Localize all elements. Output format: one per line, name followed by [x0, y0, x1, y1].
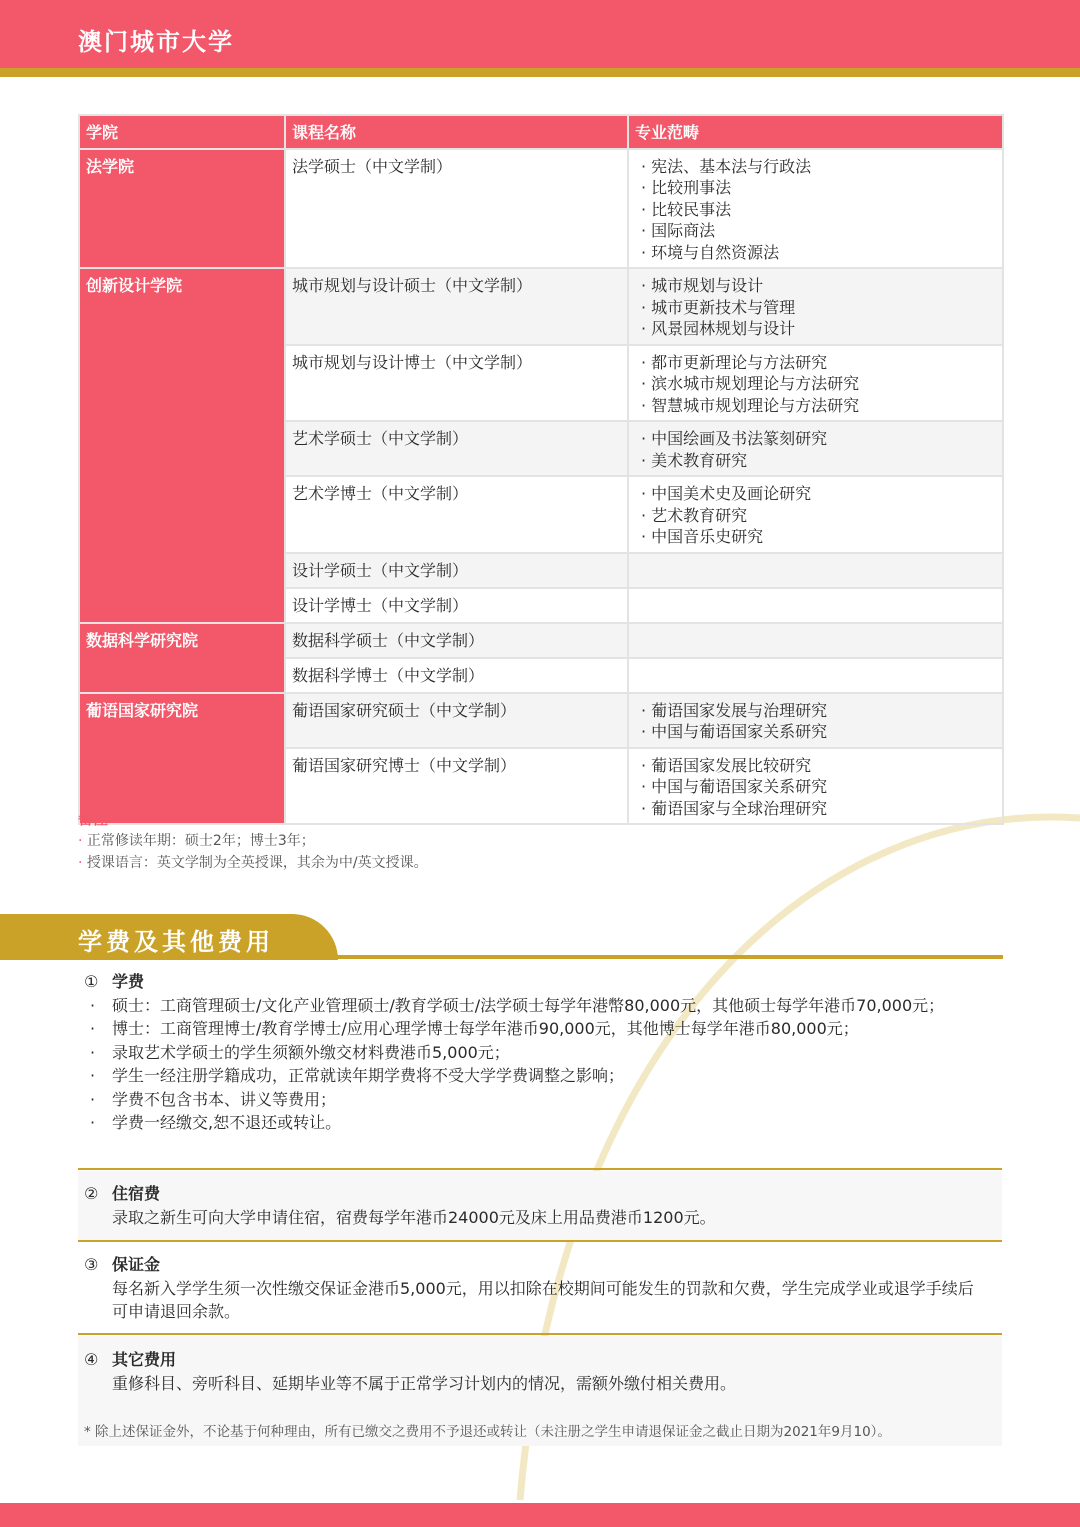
header-major: 专业范畴: [628, 115, 1003, 149]
tuition-title: 学费: [112, 972, 145, 991]
school-cell: 葡语国家研究院: [79, 693, 285, 825]
section-title: 学费及其他费用: [78, 928, 274, 956]
header-gold-stripe: [0, 68, 1080, 77]
school-cell: 创新设计学院: [79, 268, 285, 623]
school-cell: 法学院: [79, 149, 285, 269]
table-row: [79, 693, 1003, 748]
housing-title: 住宿费: [112, 1184, 161, 1203]
major-item: · 美术教育研究: [641, 450, 996, 472]
major-cell: [628, 588, 1003, 623]
course-cell: 法学硕士（中文学制）: [285, 149, 628, 269]
major-item: · 中国绘画及书法篆刻研究: [641, 428, 996, 450]
deposit-text: 每名新入学学生须一次性缴交保证金港币5,000元，用以扣除在校期间可能发生的罚款和欠费，学生完成学业或退学手续后可申请退回余款。: [112, 1278, 974, 1321]
table-row: [79, 268, 1003, 345]
tuition-block: [78, 970, 1002, 1135]
course-cell: 数据科学硕士（中文学制）: [285, 623, 628, 658]
course-cell: 设计学博士（中文学制）: [285, 588, 628, 623]
deposit-block: [78, 1253, 1002, 1324]
divider: [78, 1240, 1002, 1242]
major-item: · 葡语国家发展与治理研究: [641, 700, 996, 722]
major-cell: [628, 149, 1003, 269]
list-item: · 学费一经缴交,恕不退还或转让。: [78, 1111, 1002, 1135]
major-item: · 环境与自然资源法: [641, 242, 996, 264]
school-cell: 数据科学研究院: [79, 623, 285, 693]
major-item: · 葡语国家与全球治理研究: [641, 798, 996, 820]
tuition-list: [78, 994, 1002, 1135]
list-item: · 录取艺术学硕士的学生须额外缴交材料费港币5,000元；: [78, 1041, 1002, 1065]
major-list: [635, 755, 996, 820]
major-item: · 艺术教育研究: [641, 505, 996, 527]
major-list: [635, 483, 996, 548]
major-list: [635, 352, 996, 417]
footer-band: [0, 1503, 1080, 1527]
major-list: [635, 156, 996, 264]
page-title: 澳门城市大学: [78, 28, 234, 56]
deposit-title: 保证金: [112, 1255, 161, 1274]
major-item: · 中国与葡语国家关系研究: [641, 721, 996, 743]
major-item: · 中国音乐史研究: [641, 526, 996, 548]
list-item: · 学费不包含书本、讲义等费用；: [78, 1088, 1002, 1112]
major-cell: [628, 421, 1003, 476]
major-item: · 都市更新理论与方法研究: [641, 352, 996, 374]
divider: [78, 1168, 1002, 1170]
other-block: [78, 1348, 1002, 1395]
note-item: · 正常修读年期：硕士2年；博士3年；: [78, 830, 428, 852]
major-cell: [628, 748, 1003, 825]
housing-text: 录取之新生可向大学申请住宿，宿费每学年港币24000元及床上用品费港币1200元。: [112, 1207, 716, 1227]
deposit-number: ③: [84, 1255, 99, 1274]
header-course: 课程名称: [285, 115, 628, 149]
major-item: · 滨水城市规划理论与方法研究: [641, 373, 996, 395]
note-item: · 授课语言：英文学制为全英授课，其余为中/英文授课。: [78, 852, 428, 874]
footnote: * 除上述保证金外，不论基于何种理由，所有已缴交之费用不予退还或转让（未注册之学生申请退保证金之截止日期为2021年9月10）。: [84, 1424, 891, 1440]
major-item: · 城市更新技术与管理: [641, 297, 996, 319]
tuition-number: ①: [84, 972, 99, 991]
housing-number: ②: [84, 1184, 99, 1203]
course-cell: 设计学硕士（中文学制）: [285, 553, 628, 588]
program-table: [78, 114, 1004, 825]
major-item: · 国际商法: [641, 220, 996, 242]
major-list: [635, 700, 996, 743]
major-item: · 葡语国家发展比较研究: [641, 755, 996, 777]
other-text: 重修科目、旁听科目、延期毕业等不属于正常学习计划内的情况，需额外缴付相关费用。: [112, 1373, 737, 1393]
major-cell: [628, 553, 1003, 588]
major-item: · 中国与葡语国家关系研究: [641, 776, 996, 798]
major-item: · 比较民事法: [641, 199, 996, 221]
major-item: · 智慧城市规划理论与方法研究: [641, 395, 996, 417]
major-item: · 中国美术史及画论研究: [641, 483, 996, 505]
major-cell: [628, 345, 1003, 422]
course-cell: 数据科学博士（中文学制）: [285, 658, 628, 693]
course-cell: 葡语国家研究硕士（中文学制）: [285, 693, 628, 748]
list-item: · 博士：工商管理博士/教育学博士/应用心理学博士每学年港币90,000元，其他博士每学年港币80,000元；: [78, 1017, 1002, 1041]
table-header-row: [79, 115, 1003, 149]
list-item: · 硕士：工商管理硕士/文化产业管理硕士/教育学硕士/法学硕士每学年港幣80,000元，其他硕士每学年港币70,000元；: [78, 994, 1002, 1018]
major-cell: [628, 268, 1003, 345]
notes: [78, 808, 428, 874]
other-number: ④: [84, 1350, 99, 1369]
table-row: [79, 149, 1003, 269]
course-cell: 艺术学博士（中文学制）: [285, 476, 628, 553]
major-list: [635, 275, 996, 340]
major-cell: [628, 693, 1003, 748]
major-list: [635, 428, 996, 471]
other-title: 其它费用: [112, 1350, 177, 1369]
divider: [78, 1333, 1002, 1335]
course-cell: 葡语国家研究博士（中文学制）: [285, 748, 628, 825]
major-item: · 宪法、基本法与行政法: [641, 156, 996, 178]
notes-title: 备注: [78, 810, 109, 828]
major-item: · 比较刑事法: [641, 177, 996, 199]
table-row: [79, 623, 1003, 658]
major-item: · 城市规划与设计: [641, 275, 996, 297]
major-cell: [628, 476, 1003, 553]
course-cell: 城市规划与设计博士（中文学制）: [285, 345, 628, 422]
course-cell: 艺术学硕士（中文学制）: [285, 421, 628, 476]
major-cell: [628, 623, 1003, 658]
list-item: · 学生一经注册学籍成功，正常就读年期学费将不受大学学费调整之影响；: [78, 1064, 1002, 1088]
header-school: 学院: [79, 115, 285, 149]
housing-block: [78, 1182, 1002, 1229]
course-cell: 城市规划与设计硕士（中文学制）: [285, 268, 628, 345]
major-item: · 风景园林规划与设计: [641, 318, 996, 340]
major-cell: [628, 658, 1003, 693]
